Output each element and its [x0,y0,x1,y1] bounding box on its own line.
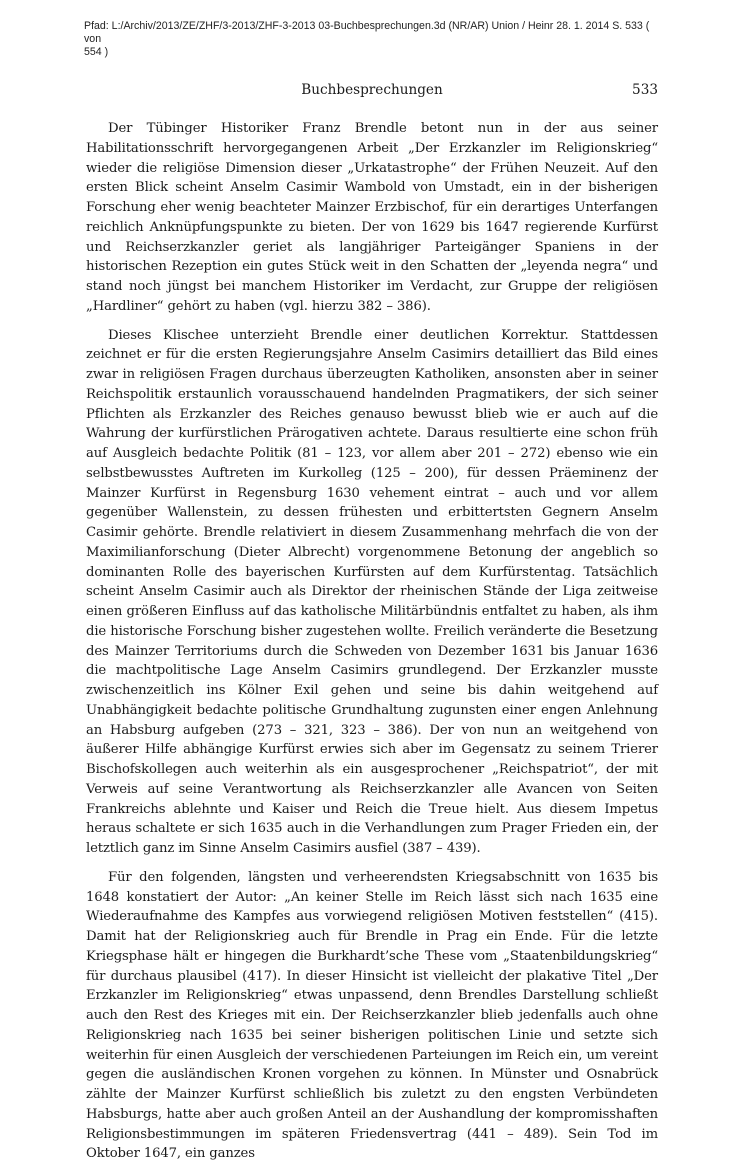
file-path-slug: Pfad: L:/Archiv/2013/ZE/ZHF/3-2013/ZHF-3-2013 03-Buchbesprechungen.3d (NR/AR) Union / Heinr 28. 1. 2014 S. 533 ( von 554 ) [84,20,650,58]
page-number: 533 [632,82,658,98]
paragraph: Der Tübinger Historiker Franz Brendle betont nun in der aus seiner Habilitationsschrift hervorgegangenen Arbeit „Der Erzkanzler im Religionskrieg“ wieder die religiöse Dimension dieser „Urkatastrophe“ der Frühen Neuzeit. Auf den ersten Blick scheint Anselm Casimir Wambold von Umstadt, ein in der bisherigen Forschung eher wenig beachteter Mainzer Erzbischof, für ein derartiges Unterfangen reichlich Anknüpfungspunkte zu bieten. Der von 1629 bis 1647 regierende Kurfürst und Reichserzkanzler geriet als langjähriger Parteigänger Spaniens in der historischen Rezeption ein gutes Stück weit in den Schatten der „leyenda negra“ und stand noch jüngst bei manchem Historiker im Verdacht, zur Gruppe der religiösen „Hardliner“ gehört zu haben (vgl. hierzu 382 – 386). [86,121,658,314]
article-body [86,119,658,1173]
running-head-title: Buchbesprechungen [301,82,443,98]
paragraph: Dieses Klischee unterzieht Brendle einer deutlichen Korrektur. Stattdessen zeichnet er für die ersten Regierungsjahre Anselm Casimirs detailliert das Bild eines zwar in religiösen Fragen durchaus überzeugten Katholiken, ansonsten aber in seiner Reichspolitik erstaunlich vorausschauend handelnden Pragmatikers, der sich seiner Pflichten als Erzkanzler des Reiches genauso bewusst blieb wie er auch auf die Wahrung der kurfürstlichen Prärogativen achtete. Daraus resultierte eine schon früh auf Ausgleich bedachte Politik (81 – 123, vor allem aber 201 – 272) ebenso wie ein selbstbewusstes Auftreten im Kurkolleg (125 – 200), für dessen Präeminenz der Mainzer Kurfürst in Regensburg 1630 vehement eintrat – auch und vor allem gegenüber Wallenstein, zu dessen frühesten und erbittertsten Gegnern Anselm Casimir gehörte. Brendle relativiert in diesem Zusammenhang mehrfach die von der Maximilianforschung (Dieter Albrecht) vorgenommene Betonung der angeblich so dominanten Rolle des bayerischen Kurfürsten auf dem Kurfürstentag. Tatsächlich scheint Anselm Casimir auch als Direktor der rheinischen Stände der Liga zeitweise einen größeren Einfluss auf das katholische Militärbündnis entfaltet zu haben, als ihm die historische Forschung bisher zugestehen wollte. Freilich veränderte die Besetzung des Mainzer Territoriums durch die Schweden von Dezember 1631 bis Januar 1636 die machtpolitische Lage Anselm Casimirs grundlegend. Der Erzkanzler musste zwischenzeitlich ins Kölner Exil gehen und seine bis dahin weitgehend auf Unabhängigkeit bedachte politische Grundhaltung zugunsten einer engen Anlehnung an Habsburg aufgeben (273 – 321, 323 – 386). Der von nun an weitgehend von äußerer Hilfe abhängige Kurfürst erwies sich aber im Gegensatz zu seinem Trierer Bischofskollegen auch weiterhin als ein ausgesprochener „Reichspatriot“, der mit Verweis auf seine Verantwortung als Reichserzkanzler alle Avancen von Seiten Frankreichs ablehnte und Kaiser und Reich die Treue hielt. Aus diesem Impetus heraus schaltete er sich 1635 auch in die Verhandlungen zum Prager Frieden ein, der letztlich ganz im Sinne Anselm Casimirs ausfiel (387 – 439). [86,327,658,856]
running-head [86,82,658,102]
paragraph: Für den folgenden, längsten und verheerendsten Kriegsabschnitt von 1635 bis 1648 konstatiert der Autor: „An keiner Stelle im Reich lässt sich nach 1635 eine Wiederaufnahme des Kampfes aus vorwiegend religiösen Motiven feststellen“ (415). Damit hat der Religionskrieg auch für Brendle in Prag ein Ende. Für die letzte Kriegsphase hält er hingegen die Burkhardt’sche These vom „Staatenbildungskrieg“ für durchaus plausibel (417). In dieser Hinsicht ist vielleicht der plakative Titel „Der Erzkanzler im Religionskrieg“ etwas unpassend, denn Brendles Darstellung schließt auch den Rest des Krieges mit ein. Der Reichserzkanzler blieb jedenfalls auch ohne Religionskrieg nach 1635 bei seiner bisherigen politischen Linie und setzte sich weiterhin für einen Ausgleich der verschiedenen Parteiungen im Reich ein, um vereint gegen die ausländischen Kronen vorgehen zu können. In Münster und Osnabrück zählte der Mainzer Kurfürst schließlich bis zuletzt zu den engsten Verbündeten Habsburgs, hatte aber auch großen Anteil an der Aushandlung der kompromisshaften Religionsbestimmungen im späteren Friedensvertrag (441 – 489). Sein Tod im Oktober 1647, ein ganzes [86,869,658,1162]
